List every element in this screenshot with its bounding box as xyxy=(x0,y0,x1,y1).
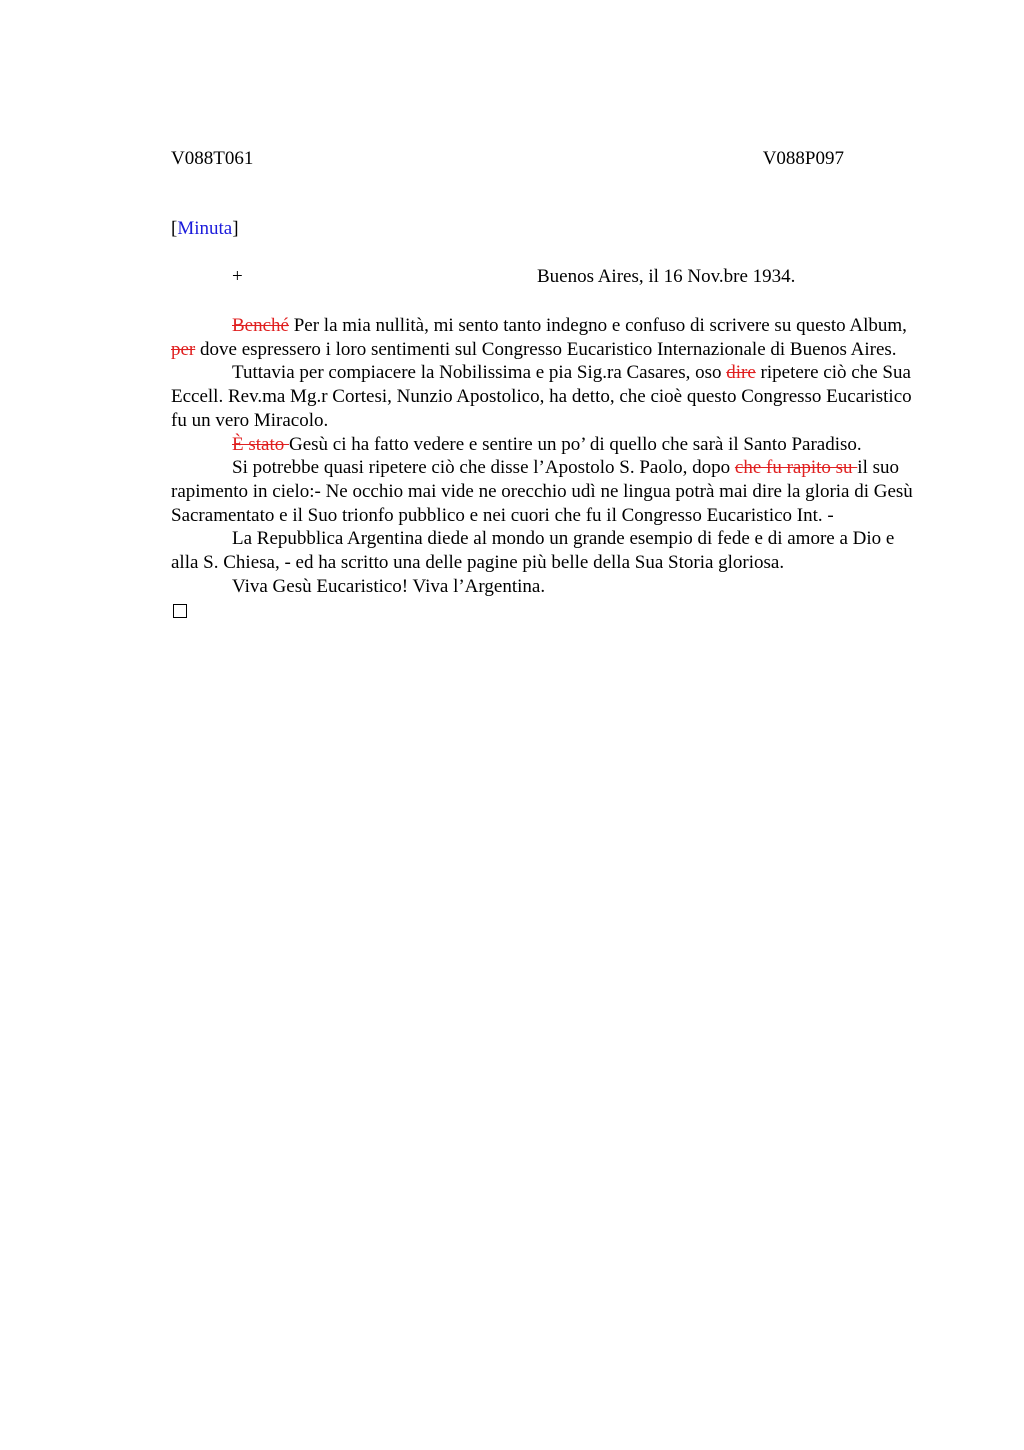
paragraph-text: Tuttavia per compiacere la Nobilissima e pia Sig.ra Casares, oso xyxy=(232,362,727,384)
cross-symbol: + xyxy=(232,266,243,287)
paragraph-text: ripetere ciò che Sua Eccell. Rev.ma Mg.r Cortesi, Nunzio Apostolico, ha detto, che cioè questo Congresso Eucaristico fu un vero Miracolo. xyxy=(171,362,912,431)
text-code: V088T061 xyxy=(171,148,254,169)
place-and-date: Buenos Aires, il 16 Nov.bre 1934. xyxy=(537,266,796,287)
paragraph-6 xyxy=(171,575,921,599)
letter-body xyxy=(171,314,921,618)
deleted-text: per xyxy=(171,338,196,360)
deleted-text: che fu rapito su xyxy=(734,457,858,479)
paragraph-text: dove espressero i loro sentimenti sul Congresso Eucaristico Internazionale di Buenos Aires. xyxy=(195,338,897,360)
paragraph-5 xyxy=(171,527,921,574)
close-bracket: ] xyxy=(232,218,239,239)
paragraph-text: Per la mia nullità, mi sento tanto indegno e confuso di scrivere su questo Album, xyxy=(288,315,907,336)
deleted-text: Benché xyxy=(232,315,289,336)
paragraph-3 xyxy=(171,433,921,457)
paragraph-text: il suo rapimento in cielo:- Ne occhio mai vide ne orecchio udì ne lingua potrà mai dire la gloria di Gesù Sacramentato e il Suo trionfo pubblico e nei cuori che fu il Congresso Eucaristico Int. - xyxy=(171,457,913,526)
paragraph-2 xyxy=(171,361,921,432)
paragraph-text: La Repubblica Argentina diede al mondo un grande esempio di fede e di amore a Dio e alla S. Chiesa, - ed ha scritto una delle pagine più belle della Sua Storia gloriosa. xyxy=(171,528,895,574)
paragraph-text: Gesù ci ha fatto vedere e sentire un po’ di quello che sarà il Santo Paradiso. xyxy=(289,433,862,455)
paragraph-text: Si potrebbe quasi ripetere ciò che disse l’Apostolo S. Paolo, dopo xyxy=(232,457,735,479)
paragraph-4 xyxy=(171,456,921,527)
minuta-label: Minuta xyxy=(177,218,233,239)
paragraph-1 xyxy=(171,314,921,361)
square-outline-icon xyxy=(173,604,187,618)
deleted-text: È stato xyxy=(232,433,289,455)
deleted-text: dire xyxy=(726,362,756,384)
page-code: V088P097 xyxy=(762,148,844,169)
open-bracket: [ xyxy=(171,218,178,239)
document-page xyxy=(171,0,921,1450)
document-type-label xyxy=(171,218,239,240)
paragraph-text: Viva Gesù Eucaristico! Viva l’Argentina. xyxy=(232,575,546,597)
